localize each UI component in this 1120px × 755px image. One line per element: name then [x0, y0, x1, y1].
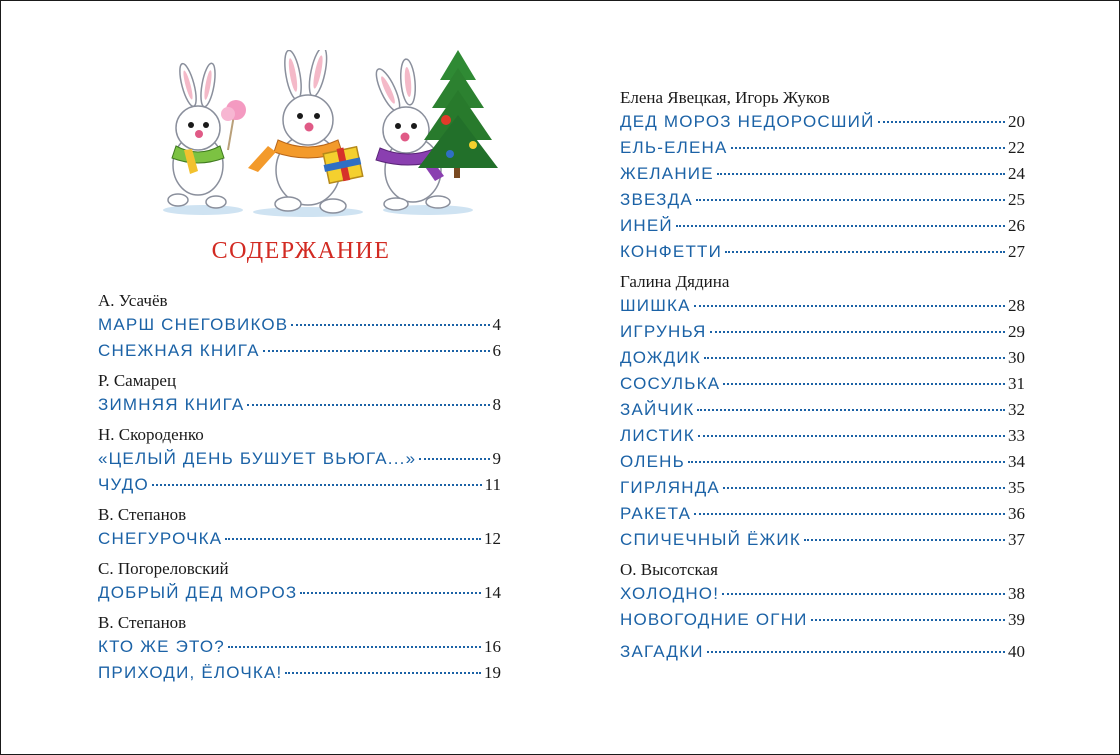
author-name: Елена Явецкая, Игорь Жуков	[620, 88, 830, 107]
toc-entry[interactable]	[620, 293, 1025, 319]
toc-entry[interactable]	[98, 446, 501, 472]
toc-entry[interactable]	[620, 423, 1025, 449]
toc-entry-title: СНЕГУРОЧКА	[98, 529, 223, 548]
toc-entry-page: 35	[1008, 478, 1025, 497]
dot-leader	[694, 305, 1005, 307]
toc-entry-page: 33	[1008, 426, 1025, 445]
toc-entry[interactable]	[620, 581, 1025, 607]
toc-entry-page: 30	[1008, 348, 1025, 367]
toc-entry-title: СОСУЛЬКА	[620, 374, 721, 393]
dot-leader	[723, 487, 1005, 489]
bunny-left	[168, 62, 246, 208]
toc-author-group	[98, 424, 501, 498]
dot-leader	[878, 121, 1006, 123]
toc-entry-page: 27	[1008, 242, 1025, 261]
toc-entry-page: 32	[1008, 400, 1025, 419]
toc-right-column	[620, 87, 1025, 671]
toc-entry-page: 31	[1008, 374, 1025, 393]
toc-entry-page: 8	[492, 395, 501, 414]
toc-entry[interactable]	[98, 312, 501, 338]
toc-entry-page: 25	[1008, 190, 1025, 209]
toc-entry[interactable]	[620, 475, 1025, 501]
toc-entry-title: ЛИСТИК	[620, 426, 695, 445]
dot-leader	[696, 199, 1005, 201]
toc-left-column	[98, 290, 501, 692]
toc-entry[interactable]	[98, 660, 501, 686]
toc-entry-page: 39	[1008, 610, 1025, 629]
toc-entry-title: ИНЕЙ	[620, 216, 673, 235]
dot-leader	[225, 538, 481, 540]
toc-entry-page: 36	[1008, 504, 1025, 523]
dot-leader	[804, 539, 1005, 541]
toc-entry-page: 29	[1008, 322, 1025, 341]
dot-leader	[228, 646, 481, 648]
toc-entry-page: 19	[484, 663, 501, 682]
toc-author-group	[620, 271, 1025, 553]
toc-entry-page: 9	[492, 449, 501, 468]
toc-author-group	[98, 290, 501, 364]
toc-entry[interactable]	[620, 639, 1025, 665]
toc-author-group	[620, 87, 1025, 265]
toc-entry[interactable]	[620, 501, 1025, 527]
toc-entry-title: РАКЕТА	[620, 504, 692, 523]
toc-entry-page: 28	[1008, 296, 1025, 315]
toc-entry-title: ЗВЕЗДА	[620, 190, 693, 209]
toc-entry[interactable]	[620, 371, 1025, 397]
toc-entry-page: 37	[1008, 530, 1025, 549]
toc-entry[interactable]	[98, 392, 501, 418]
dot-leader	[419, 458, 489, 460]
toc-entry[interactable]	[620, 527, 1025, 553]
toc-entry[interactable]	[620, 607, 1025, 633]
toc-author-group	[98, 370, 501, 418]
toc-entry-title: КОНФЕТТИ	[620, 242, 723, 261]
author-name: А. Усачёв	[98, 291, 168, 310]
toc-entry-title: ГИРЛЯНДА	[620, 478, 720, 497]
toc-entry-page: 38	[1008, 584, 1025, 603]
dot-leader	[697, 409, 1005, 411]
toc-entry-title: «ЦЕЛЫЙ ДЕНЬ БУШУЕТ ВЬЮГА...»	[98, 449, 417, 468]
dot-leader	[694, 513, 1005, 515]
toc-entry-title: ХОЛОДНО!	[620, 584, 720, 603]
toc-entry-page: 6	[492, 341, 501, 360]
toc-entry-page: 16	[484, 637, 501, 656]
toc-entry[interactable]	[620, 187, 1025, 213]
dot-leader	[688, 461, 1005, 463]
toc-entry-page: 24	[1008, 164, 1025, 183]
dot-leader	[263, 350, 490, 352]
toc-entry[interactable]	[620, 239, 1025, 265]
toc-entry-title: ЖЕЛАНИЕ	[620, 164, 714, 183]
page-title: СОДЕРЖАНИЕ	[211, 238, 391, 264]
dot-leader	[725, 251, 1005, 253]
toc-entry[interactable]	[98, 526, 501, 552]
toc-entry-page: 40	[1008, 642, 1025, 661]
author-name: О. Высотская	[620, 560, 718, 579]
toc-entry[interactable]	[98, 472, 501, 498]
toc-entry-page: 11	[484, 475, 501, 494]
toc-entry-page: 14	[484, 583, 501, 602]
toc-author-group	[98, 612, 501, 686]
toc-entry[interactable]	[620, 135, 1025, 161]
author-name: Р. Самарец	[98, 371, 177, 390]
toc-entry[interactable]	[620, 449, 1025, 475]
author-name: Н. Скороденко	[98, 425, 204, 444]
toc-entry[interactable]	[620, 319, 1025, 345]
toc-author-group	[620, 559, 1025, 633]
toc-entry-title: ДОБРЫЙ ДЕД МОРОЗ	[98, 583, 298, 602]
toc-entry-title: ИГРУНЬЯ	[620, 322, 707, 341]
dot-leader	[722, 593, 1005, 595]
toc-entry[interactable]	[620, 397, 1025, 423]
toc-entry[interactable]	[98, 338, 501, 364]
dot-leader	[710, 331, 1005, 333]
toc-entry-title: СНЕЖНАЯ КНИГА	[98, 341, 260, 360]
toc-entry-page: 22	[1008, 138, 1025, 157]
toc-entry-title: НОВОГОДНИЕ ОГНИ	[620, 610, 808, 629]
toc-entry-title: ЗАЙЧИК	[620, 400, 695, 419]
toc-entry-title: ДЕД МОРОЗ НЕДОРОСШИЙ	[620, 112, 875, 131]
dot-leader	[247, 404, 489, 406]
author-name: В. Степанов	[98, 613, 187, 632]
bunny-middle	[248, 50, 363, 213]
toc-entry-title: ЗАГАДКИ	[620, 642, 704, 661]
toc-entry-page: 26	[1008, 216, 1025, 235]
christmas-tree-icon	[418, 50, 498, 178]
toc-entry[interactable]	[620, 345, 1025, 371]
dot-leader	[291, 324, 489, 326]
dot-leader	[723, 383, 1005, 385]
dot-leader	[707, 651, 1005, 653]
toc-entry-title: ШИШКА	[620, 296, 691, 315]
toc-author-group	[620, 639, 1025, 665]
dot-leader	[300, 592, 481, 594]
dot-leader	[285, 672, 481, 674]
toc-entry-title: ЧУДО	[98, 475, 149, 494]
author-name: В. Степанов	[98, 505, 187, 524]
toc-entry-page: 20	[1008, 112, 1025, 131]
toc-entry-title: ПРИХОДИ, ЁЛОЧКА!	[98, 663, 283, 682]
toc-entry-title: КТО ЖЕ ЭТО?	[98, 637, 225, 656]
toc-entry[interactable]	[98, 580, 501, 606]
toc-entry-page: 34	[1008, 452, 1025, 471]
toc-author-group	[98, 558, 501, 606]
toc-entry-page: 12	[484, 529, 501, 548]
toc-entry[interactable]	[620, 161, 1025, 187]
author-name: С. Погореловский	[98, 559, 229, 578]
toc-entry-title: ДОЖДИК	[620, 348, 701, 367]
toc-entry[interactable]	[620, 109, 1025, 135]
toc-entry-title: ЕЛЬ-ЕЛЕНА	[620, 138, 728, 157]
toc-entry-page: 4	[492, 315, 501, 334]
toc-author-group	[98, 504, 501, 552]
dot-leader	[676, 225, 1005, 227]
dot-leader	[152, 484, 482, 486]
toc-entry-title: СПИЧЕЧНЫЙ ЁЖИК	[620, 530, 801, 549]
toc-entry-title: ЗИМНЯЯ КНИГА	[98, 395, 245, 414]
toc-entry[interactable]	[98, 634, 501, 660]
toc-entry-title: МАРШ СНЕГОВИКОВ	[98, 315, 289, 334]
toc-entry-title: ОЛЕНЬ	[620, 452, 685, 471]
dot-leader	[698, 435, 1005, 437]
dot-leader	[704, 357, 1005, 359]
toc-entry[interactable]	[620, 213, 1025, 239]
dot-leader	[731, 147, 1005, 149]
dot-leader	[811, 619, 1005, 621]
dot-leader	[717, 173, 1005, 175]
bunnies-with-christmas-tree-illustration	[128, 50, 500, 220]
author-name: Галина Дядина	[620, 272, 730, 291]
